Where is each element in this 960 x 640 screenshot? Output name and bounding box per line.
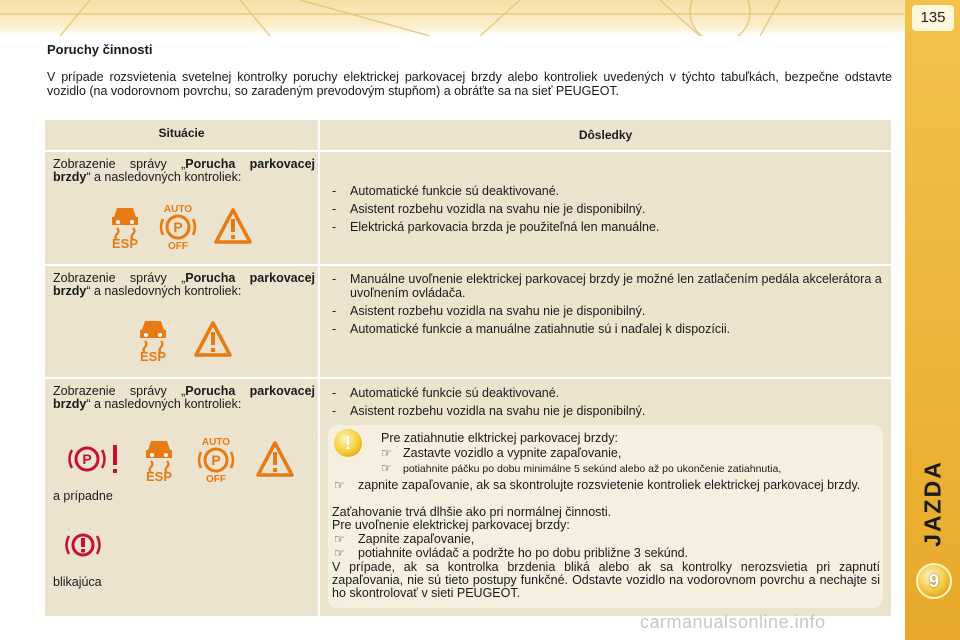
consequence-list: [328, 272, 883, 340]
esp-icon: [141, 436, 177, 482]
page-number: 135: [912, 5, 954, 31]
situation-text: Zobrazenie správy „Porucha parkovacej brzdy“ a nasledovných kontroliek:: [53, 157, 315, 184]
warning-triangle-icon: [193, 320, 233, 358]
situation-text: Zobrazenie správy „Porucha parkovacej brzdy“ a nasledovných kontroliek:: [53, 271, 315, 298]
consequence-item: - Asistent rozbehu vozidla na svahu nie je disponibilný.: [328, 304, 883, 318]
note-line: Zaťahovanie trvá dlhšie ako pri normálnej činnosti.: [332, 505, 612, 519]
esp-label: ESP: [139, 349, 167, 362]
watermark: carmanualsonline.info: [640, 612, 826, 632]
header-pattern: [0, 0, 905, 36]
consequence-item: - Automatické funkcie sú deaktivované.: [328, 386, 883, 400]
auto-label: AUTO: [163, 204, 193, 215]
brake-fault-icon: [63, 529, 103, 561]
off-label: OFF: [168, 241, 188, 250]
chapter-tab-label: JAZDA: [919, 460, 946, 547]
exclamation-icon: !: [334, 429, 362, 457]
note-step: Zastavte vozidlo a vypnite zapaľovanie,: [403, 446, 622, 460]
hand-pointer-icon: ☞: [381, 446, 392, 460]
note-step: potiahnite ovládač a podržte ho po dobu približne 3 sekúnd.: [358, 546, 689, 560]
consequence-item: - Elektrická parkovacia brzda je použiteľná len manuálne.: [328, 220, 883, 234]
consequence-item: - Automatické funkcie sú deaktivované.: [328, 184, 883, 198]
note-line: V prípade, ak sa kontrolka brzdenia bliká alebo ak sa kontrolky nerozsvietia pri zapnutí zapaľovania, nie sú tieto postupy funkčné. Odstavte vozidlo na vodorovnom povrchu a nechajte si ho skontrolovať v sieti PEUGEOT.: [332, 560, 880, 600]
parking-brake-fault-icon: [65, 439, 123, 479]
note-line: Pre zatiahnutie elktrickej parkovacej brzdy:: [381, 431, 618, 445]
column-divider: [318, 152, 320, 264]
consequence-item: - Automatické funkcie a manuálne zatiahnutie sú i naďalej k dispozícii.: [328, 322, 883, 336]
blinking-label: blikajúca: [53, 575, 102, 589]
header-band: [0, 0, 905, 36]
esp-icon: [135, 316, 171, 362]
note-step: Zapnite zapaľovanie,: [358, 532, 475, 546]
indicator-icons: [65, 435, 295, 483]
table-header: [45, 120, 891, 150]
table-row: [45, 152, 891, 264]
header-situation: Situácie: [158, 126, 205, 140]
hand-pointer-icon: ☞: [334, 478, 345, 492]
hand-pointer-icon: ☞: [334, 546, 345, 560]
chapter-tab[interactable]: [918, 460, 948, 550]
consequence-item: - Manuálne uvoľnenie elektrickej parkovacej brzdy je možné len zatlačením pedála akcelerátora a uvoľnením ovládača.: [328, 272, 883, 300]
consequence-item: - Asistent rozbehu vozidla na svahu nie je disponibilný.: [328, 404, 883, 418]
extra-label: a prípadne: [53, 489, 113, 503]
table-row: [45, 266, 891, 377]
esp-label: ESP: [111, 236, 139, 249]
intro-paragraph: V prípade rozsvietenia svetelnej kontrolky poruchy elektrickej parkovacej brzdy alebo kontroliek uvedených v týchto tabuľkách, bezpečne odstavte vozidlo (na vodorovnom povrchu, so zaradeným prevodovým stupňom) a obráťte sa na sieť PEUGEOT.: [47, 70, 892, 98]
hand-pointer-icon: ☞: [381, 461, 392, 475]
column-divider: [318, 379, 320, 616]
consequence-list: [328, 386, 883, 422]
consequence-list: [328, 184, 883, 238]
warning-triangle-icon: [213, 207, 253, 245]
auto-p-off-icon: [157, 202, 199, 250]
auto-label: AUTO: [201, 437, 231, 448]
auto-p-off-icon: [195, 435, 237, 483]
note-step: zapnite zapaľovanie, ak sa skontrolujte rozsvietenie kontroliek elektrickej parkovacej brzdy.: [358, 478, 861, 492]
section-title: Poruchy činnosti: [47, 42, 153, 57]
p-label: P: [211, 452, 221, 468]
p-label: P: [82, 451, 92, 467]
note-line: Pre uvoľnenie elektrickej parkovacej brzdy:: [332, 518, 570, 532]
p-label: P: [173, 219, 183, 235]
header-consequences: Dôsledky: [578, 128, 633, 142]
esp-label: ESP: [145, 469, 173, 482]
hand-pointer-icon: ☞: [334, 532, 345, 546]
indicator-icons: [135, 316, 233, 362]
esp-icon: [107, 203, 143, 249]
indicator-icons: [107, 202, 253, 250]
column-divider: [318, 266, 320, 377]
note-step: potiahnite páčku po dobu minimálne 5 sekúnd alebo až po ukončenie zatiahnutia,: [403, 463, 782, 475]
off-label: OFF: [206, 474, 226, 483]
warning-triangle-icon: [255, 440, 295, 478]
chapter-number-badge: 9: [916, 563, 952, 599]
consequence-item: - Asistent rozbehu vozidla na svahu nie je disponibilný.: [328, 202, 883, 216]
situation-text: Zobrazenie správy „Porucha parkovacej brzdy“ a nasledovných kontroliek:: [53, 384, 315, 411]
